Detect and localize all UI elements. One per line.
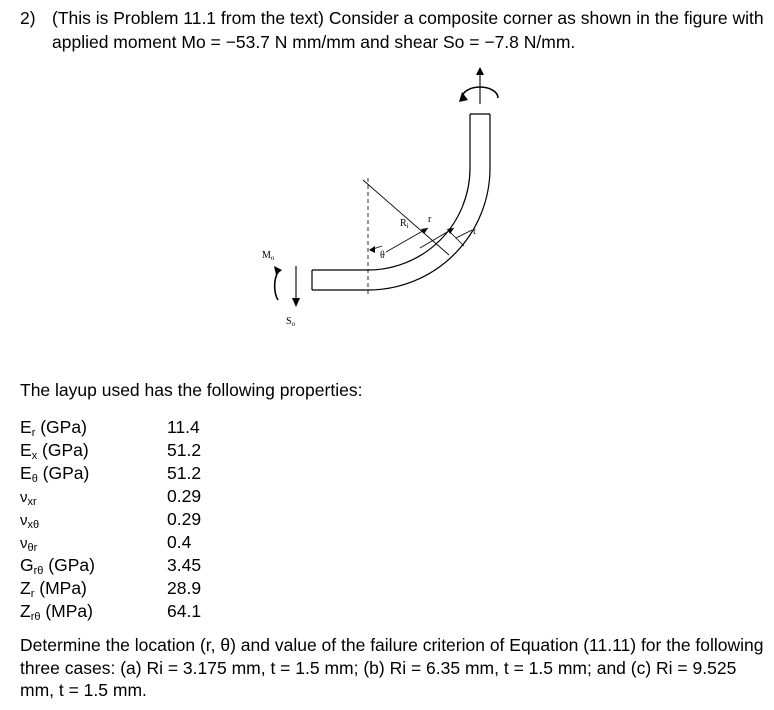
property-value: 64.1	[167, 601, 202, 621]
property-label: νxr	[20, 489, 37, 508]
moment-arrow-left	[275, 272, 278, 300]
property-label: Zrθ (MPa)	[20, 601, 93, 623]
moment-arrowhead-left	[274, 266, 282, 275]
property-label: Er (GPa)	[20, 417, 87, 439]
property-row	[20, 439, 240, 462]
property-row	[20, 416, 240, 439]
property-value: 0.29	[167, 486, 202, 506]
property-label: νθr	[20, 535, 38, 554]
angle-arrowhead	[369, 246, 375, 253]
property-value: 28.9	[167, 578, 202, 598]
property-row	[20, 508, 240, 531]
thickness-label: t	[473, 226, 476, 237]
corner-inner-boundary	[312, 114, 470, 270]
property-row	[20, 531, 240, 554]
property-value: 11.4	[167, 417, 200, 437]
property-value: 0.29	[167, 509, 202, 529]
property-row	[20, 462, 240, 485]
property-label: νxθ	[20, 512, 40, 531]
property-row	[20, 577, 240, 600]
property-value: 3.45	[167, 555, 202, 575]
property-value: 0.4	[167, 532, 192, 552]
angle-label: θ	[380, 250, 385, 261]
thickness-arrow	[456, 230, 472, 238]
property-row	[20, 554, 240, 577]
shear-arrowhead-left	[292, 298, 300, 307]
problem-statement	[20, 6, 770, 54]
property-value: 51.2	[167, 440, 202, 460]
problem-number: 2)	[20, 8, 36, 28]
properties-table	[20, 416, 240, 623]
moment-label: $M_o$	[262, 250, 275, 262]
property-label: Eθ (GPa)	[20, 463, 90, 485]
property-label: Ex (GPa)	[20, 440, 89, 462]
shear-arrowhead-top	[476, 67, 484, 75]
corner-outer-boundary	[312, 114, 490, 290]
problem-text: (This is Problem 11.1 from the text) Consider a composite corner as shown in the figure with applied moment Mo = −53.7 N mm/mm and shear So = −7.8 N/mm.	[52, 8, 764, 52]
composite-corner-figure	[240, 62, 540, 342]
property-label: Zr (MPa)	[20, 578, 87, 600]
layup-intro: The layup used has the following properties:	[20, 380, 363, 400]
property-value: 51.2	[167, 463, 202, 483]
property-label: Grθ (GPa)	[20, 555, 95, 577]
shear-label: $S_o$	[286, 316, 296, 328]
inner-radius-arrow	[386, 228, 428, 252]
question-text: Determine the location (r, θ) and value of the failure criterion of Equation (11.11) for the following three cases: (a) Ri = 3.175 mm, t = 1.5 mm; (b) Ri = 6.35 mm, t = 1.5 mm; and (c) Ri = 9.525 mm, t = 1.5 mm.	[20, 635, 764, 700]
radius-label: r	[428, 214, 432, 225]
property-row	[20, 600, 240, 623]
property-row	[20, 485, 240, 508]
inner-radius-label: $R_i$	[400, 218, 409, 230]
